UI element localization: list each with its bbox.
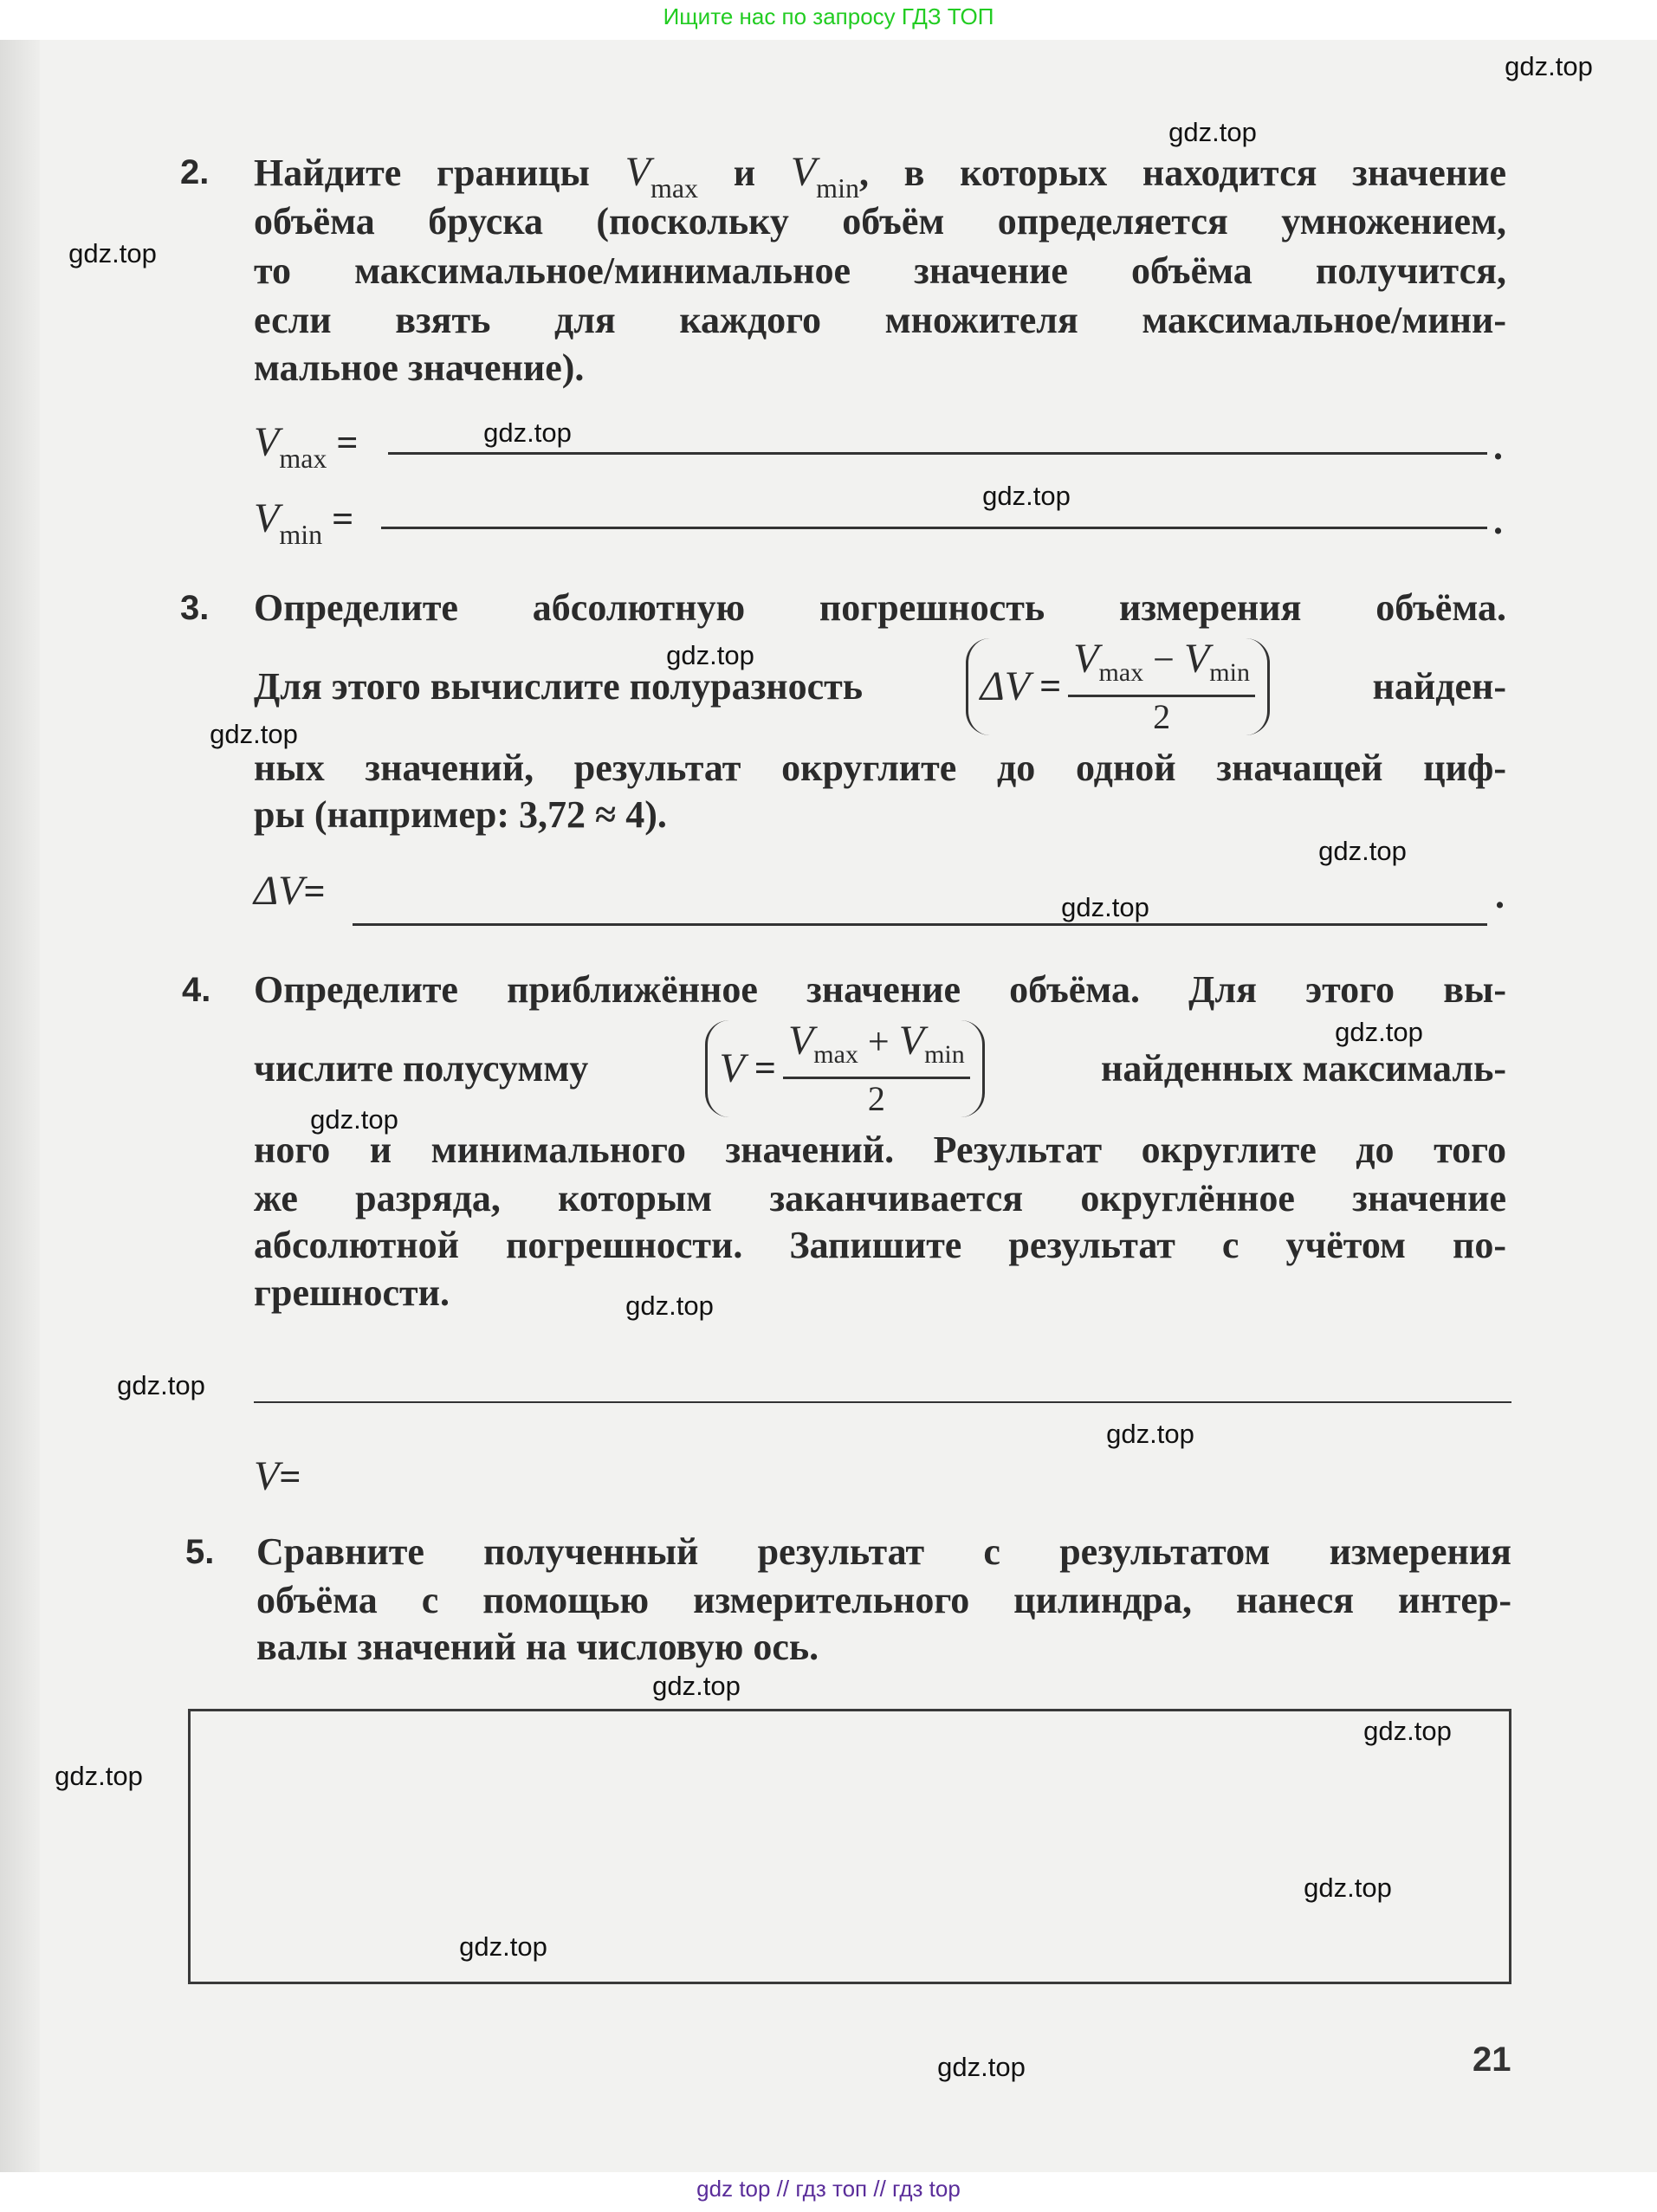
watermark: gdz.top	[1505, 51, 1593, 81]
text: и	[698, 152, 791, 194]
text: , в которых находится значение	[858, 152, 1506, 194]
watermark: gdz.top	[1363, 1716, 1452, 1746]
equals: =	[1039, 665, 1062, 708]
watermark: gdz.top	[1168, 117, 1257, 147]
task-4-answer-line[interactable]	[254, 1401, 1511, 1403]
task-3-number: 3.	[180, 589, 210, 627]
equals: =	[279, 1456, 301, 1498]
text: числите полусумму	[254, 1047, 589, 1090]
watermark: gdz.top	[459, 1931, 547, 1962]
task-3-line-3: ных значений, результат округлите до одной значащей циф-	[254, 747, 1506, 789]
period: .	[1493, 500, 1503, 542]
task-2-number: 2.	[180, 153, 210, 191]
equals: =	[332, 498, 354, 540]
task-5-line-3: валы значений на числовую ось.	[256, 1626, 819, 1668]
page-binding-edge	[0, 40, 40, 2172]
var-v: V	[719, 1045, 745, 1091]
task-4-line-5: абсолютной погрешности. Запишите результат с учётом по-	[254, 1224, 1506, 1266]
watermark: gdz.top	[310, 1104, 398, 1135]
watermark: gdz.top	[1106, 1419, 1194, 1449]
watermark: gdz.top	[1304, 1872, 1392, 1903]
task-2-line-2: объёма бруска (поскольку объём определяется умножением,	[254, 200, 1506, 243]
watermark: gdz.top	[982, 481, 1071, 511]
page-number: 21	[1473, 2041, 1511, 2079]
task-3-line-2	[254, 637, 1506, 736]
sub-max: max	[650, 172, 699, 204]
delta-v-label	[254, 868, 326, 915]
equals: =	[303, 870, 326, 913]
sub-min: min	[279, 519, 323, 550]
task-5-number: 5.	[185, 1533, 215, 1571]
var-v: V	[254, 1453, 280, 1499]
task-2-line-4: если взять для каждого множителя максимальное/мини-	[254, 299, 1506, 341]
var-v: V	[625, 149, 651, 195]
task-3-line-4: ры (например: 3,72 ≈ 4).	[254, 793, 667, 836]
task-4-line-4: же разряда, которым заканчивается округлённое значение	[254, 1177, 1506, 1219]
watermark: gdz.top	[666, 640, 754, 670]
sub-min: min	[924, 1039, 965, 1069]
var-v: V	[254, 419, 280, 465]
sub-max: max	[279, 443, 327, 474]
delta-v: ΔV	[254, 868, 304, 914]
text: найденных максималь-	[1100, 1047, 1506, 1090]
task-2-line-3: то максимальное/минимальное значение объёма получится,	[254, 249, 1506, 292]
var-v: V	[1183, 635, 1210, 682]
watermark: gdz.top	[652, 1671, 741, 1701]
vmax-label	[254, 419, 359, 482]
watermark: gdz.top	[1335, 1017, 1423, 1047]
task-4-line-1: Определите приближённое значение объёма. Для этого вы-	[254, 968, 1506, 1011]
fraction	[1068, 637, 1255, 737]
text: найден-	[1372, 665, 1506, 708]
task-4-line-3: ного и минимального значений. Результат округлите до того	[254, 1129, 1506, 1171]
fraction	[783, 1019, 970, 1119]
sub-max: max	[813, 1039, 858, 1069]
equals: =	[754, 1047, 776, 1090]
equals: =	[336, 422, 359, 464]
task-4-line-6: грешности.	[254, 1271, 450, 1314]
var-v: V	[787, 1017, 814, 1064]
number-line-answer-box[interactable]	[188, 1709, 1511, 1984]
watermark: gdz.top	[210, 719, 298, 749]
task-2-line-5: мальное значение).	[254, 346, 585, 389]
watermark: gdz.top	[1318, 836, 1407, 866]
delta-v: ΔV	[980, 663, 1031, 709]
var-v: V	[790, 149, 817, 195]
footer-links[interactable]: gdz top // гдз топ // гдз top	[696, 2176, 961, 2202]
sub-max: max	[1098, 657, 1144, 687]
task-5-line-2: объёма с помощью измерительного цилиндра, нанеся интер-	[256, 1579, 1511, 1621]
task-4-line-2	[254, 1019, 1506, 1118]
denominator: 2	[867, 1078, 885, 1118]
var-v: V	[254, 495, 280, 541]
half-difference-formula	[966, 635, 1270, 736]
var-v: V	[898, 1017, 925, 1064]
watermark: gdz.top	[937, 2052, 1026, 2082]
watermark: gdz.top	[68, 238, 157, 268]
text: Найдите границы	[254, 152, 625, 194]
sub-min: min	[816, 172, 859, 204]
v-label	[254, 1453, 301, 1501]
task-5-line-1: Сравните полученный результат с результатом измерения	[256, 1530, 1511, 1573]
watermark: gdz.top	[55, 1761, 143, 1791]
watermark: gdz.top	[1061, 892, 1149, 922]
var-v: V	[1073, 635, 1099, 682]
vmin-label	[254, 495, 353, 558]
half-sum-formula	[705, 1017, 985, 1118]
denominator: 2	[1153, 696, 1171, 736]
minus: −	[1143, 637, 1184, 681]
top-banner-link[interactable]: Ищите нас по запросу ГДЗ ТОП	[663, 3, 994, 29]
text: Для этого вычислите полуразность	[254, 665, 864, 708]
delta-v-answer-line[interactable]	[353, 923, 1487, 926]
period: .	[1493, 425, 1503, 468]
plus: +	[858, 1019, 899, 1063]
task-4-number: 4.	[182, 971, 211, 1009]
vmin-answer-line[interactable]	[381, 527, 1487, 529]
watermark: gdz.top	[483, 417, 572, 448]
watermark: gdz.top	[117, 1370, 205, 1400]
sub-min: min	[1209, 657, 1250, 687]
watermark: gdz.top	[625, 1290, 714, 1321]
vmax-answer-line[interactable]	[388, 452, 1487, 455]
period: .	[1495, 874, 1505, 916]
task-3-line-1: Определите абсолютную погрешность измерения объёма.	[254, 586, 1506, 629]
